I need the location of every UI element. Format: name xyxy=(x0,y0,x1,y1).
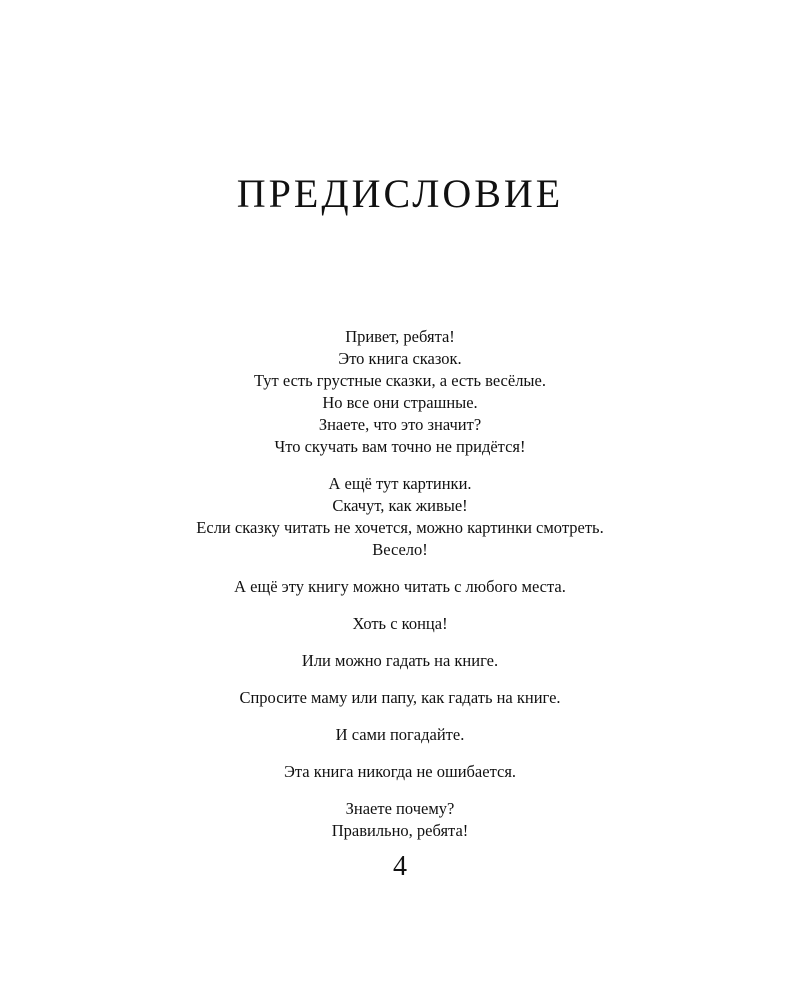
text-line: Спросите маму или папу, как гадать на книге. xyxy=(239,688,561,707)
stanza xyxy=(0,650,800,672)
stanza xyxy=(0,798,800,842)
page-number: 4 xyxy=(393,851,407,882)
text-line: Привет, ребята! xyxy=(345,327,455,346)
text-line: Это книга сказок. xyxy=(338,349,462,368)
stanza xyxy=(0,761,800,783)
text-line: Хоть с конца! xyxy=(352,614,448,633)
text-line: Правильно, ребята! xyxy=(331,821,469,840)
text-line: А ещё тут картинки. xyxy=(328,474,472,493)
stanza xyxy=(0,326,800,458)
stanza xyxy=(0,613,800,635)
text-line: Если сказку читать не хочется, можно картинки смотреть. xyxy=(196,518,604,537)
text-line: Знаете почему? xyxy=(345,799,455,818)
text-line: Знаете, что это значит? xyxy=(318,415,482,434)
text-line: Что скучать вам точно не придётся! xyxy=(274,437,526,456)
text-line: Весело! xyxy=(372,540,428,559)
text-line: А ещё эту книгу можно читать с любого места. xyxy=(234,577,566,596)
text-line: Скачут, как живые! xyxy=(332,496,468,515)
stanza xyxy=(0,576,800,598)
text-line: И сами погадайте. xyxy=(335,725,465,744)
text-line: Или можно гадать на книге. xyxy=(301,651,499,670)
stanza xyxy=(0,473,800,561)
text-line: Эта книга никогда не ошибается. xyxy=(283,762,517,781)
text-line: Тут есть грустные сказки, а есть весёлые. xyxy=(254,371,546,390)
page-title: ПРЕДИСЛОВИЕ xyxy=(236,171,564,216)
preface-text xyxy=(0,326,800,857)
stanza xyxy=(0,724,800,746)
text-line: Но все они страшные. xyxy=(322,393,478,412)
stanza xyxy=(0,687,800,709)
